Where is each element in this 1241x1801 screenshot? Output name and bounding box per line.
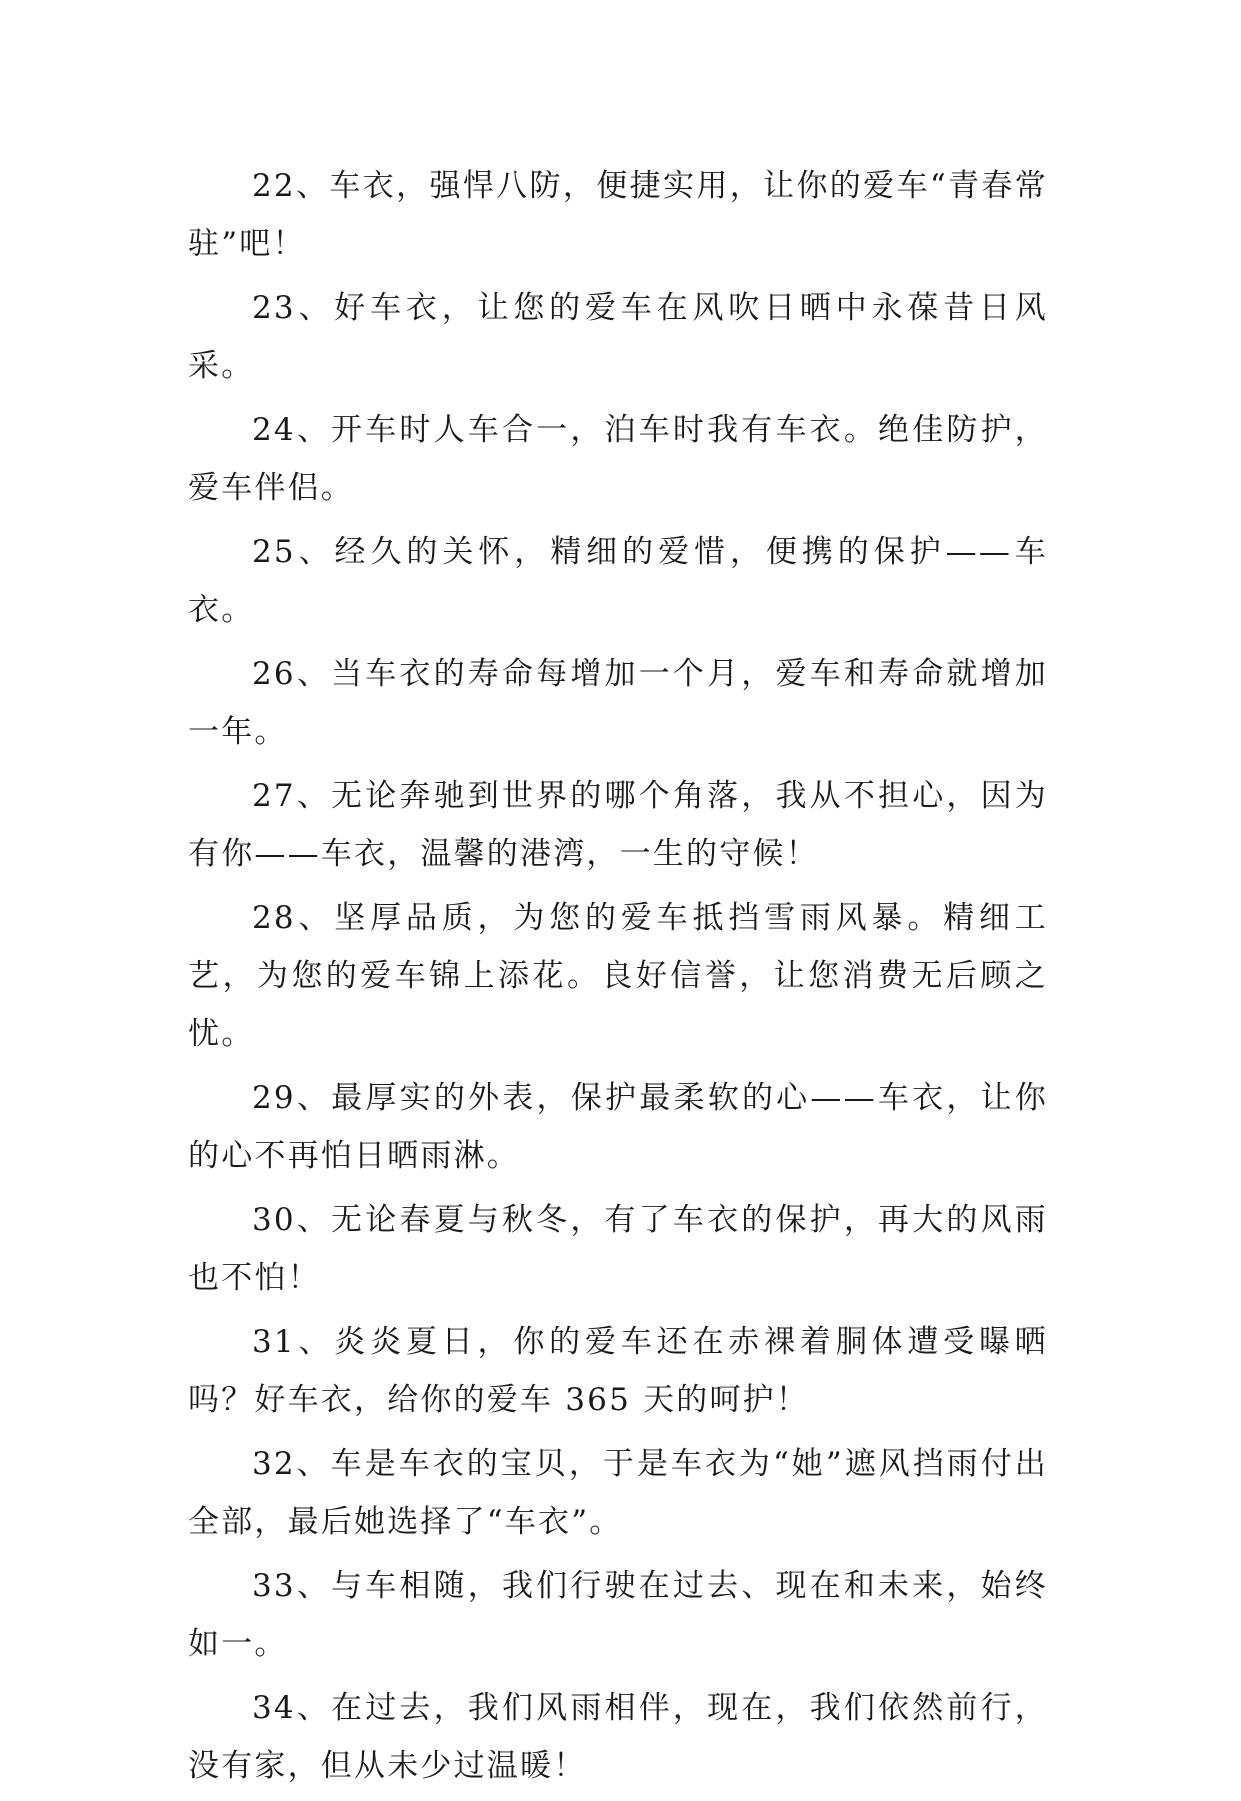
paragraph-31: 31、炎炎夏日，你的爱车还在赤裸着胴体遭受曝晒吗？好车衣，给你的爱车 365 天的呵护！ — [188, 1324, 1048, 1418]
paragraph-23: 23、好车衣，让您的爱车在风吹日晒中永葆昔日风采。 — [188, 290, 1048, 384]
document-body — [188, 157, 1048, 1801]
paragraph-25: 25、经久的关怀，精细的爱惜，便携的保护——车衣。 — [188, 534, 1048, 628]
paragraph-22: 22、车衣，强悍八防，便捷实用，让你的爱车“青春常驻”吧！ — [188, 168, 1048, 262]
paragraph-32: 32、车是车衣的宝贝，于是车衣为“她”遮风挡雨付出全部，最后她选择了“车衣”。 — [188, 1446, 1048, 1540]
paragraph-33: 33、与车相随，我们行驶在过去、现在和未来，始终如一。 — [188, 1568, 1048, 1662]
paragraph-30: 30、无论春夏与秋冬，有了车衣的保护，再大的风雨也不怕！ — [188, 1202, 1048, 1296]
paragraph-29: 29、最厚实的外表，保护最柔软的心——车衣，让你的心不再怕日晒雨淋。 — [188, 1080, 1048, 1174]
paragraph-34: 34、在过去，我们风雨相伴，现在，我们依然前行，没有家，但从未少过温暖！ — [188, 1690, 1048, 1784]
paragraph-27: 27、无论奔驰到世界的哪个角落，我从不担心，因为有你——车衣，温馨的港湾，一生的守候！ — [188, 778, 1048, 872]
paragraph-24: 24、开车时人车合一，泊车时我有车衣。绝佳防护，爱车伴侣。 — [188, 412, 1048, 506]
paragraph-28: 28、坚厚品质，为您的爱车抵挡雪雨风暴。精细工艺，为您的爱车锦上添花。良好信誉，让您消费无后顾之忧。 — [188, 900, 1048, 1052]
paragraph-26: 26、当车衣的寿命每增加一个月，爱车和寿命就增加一年。 — [188, 656, 1048, 750]
